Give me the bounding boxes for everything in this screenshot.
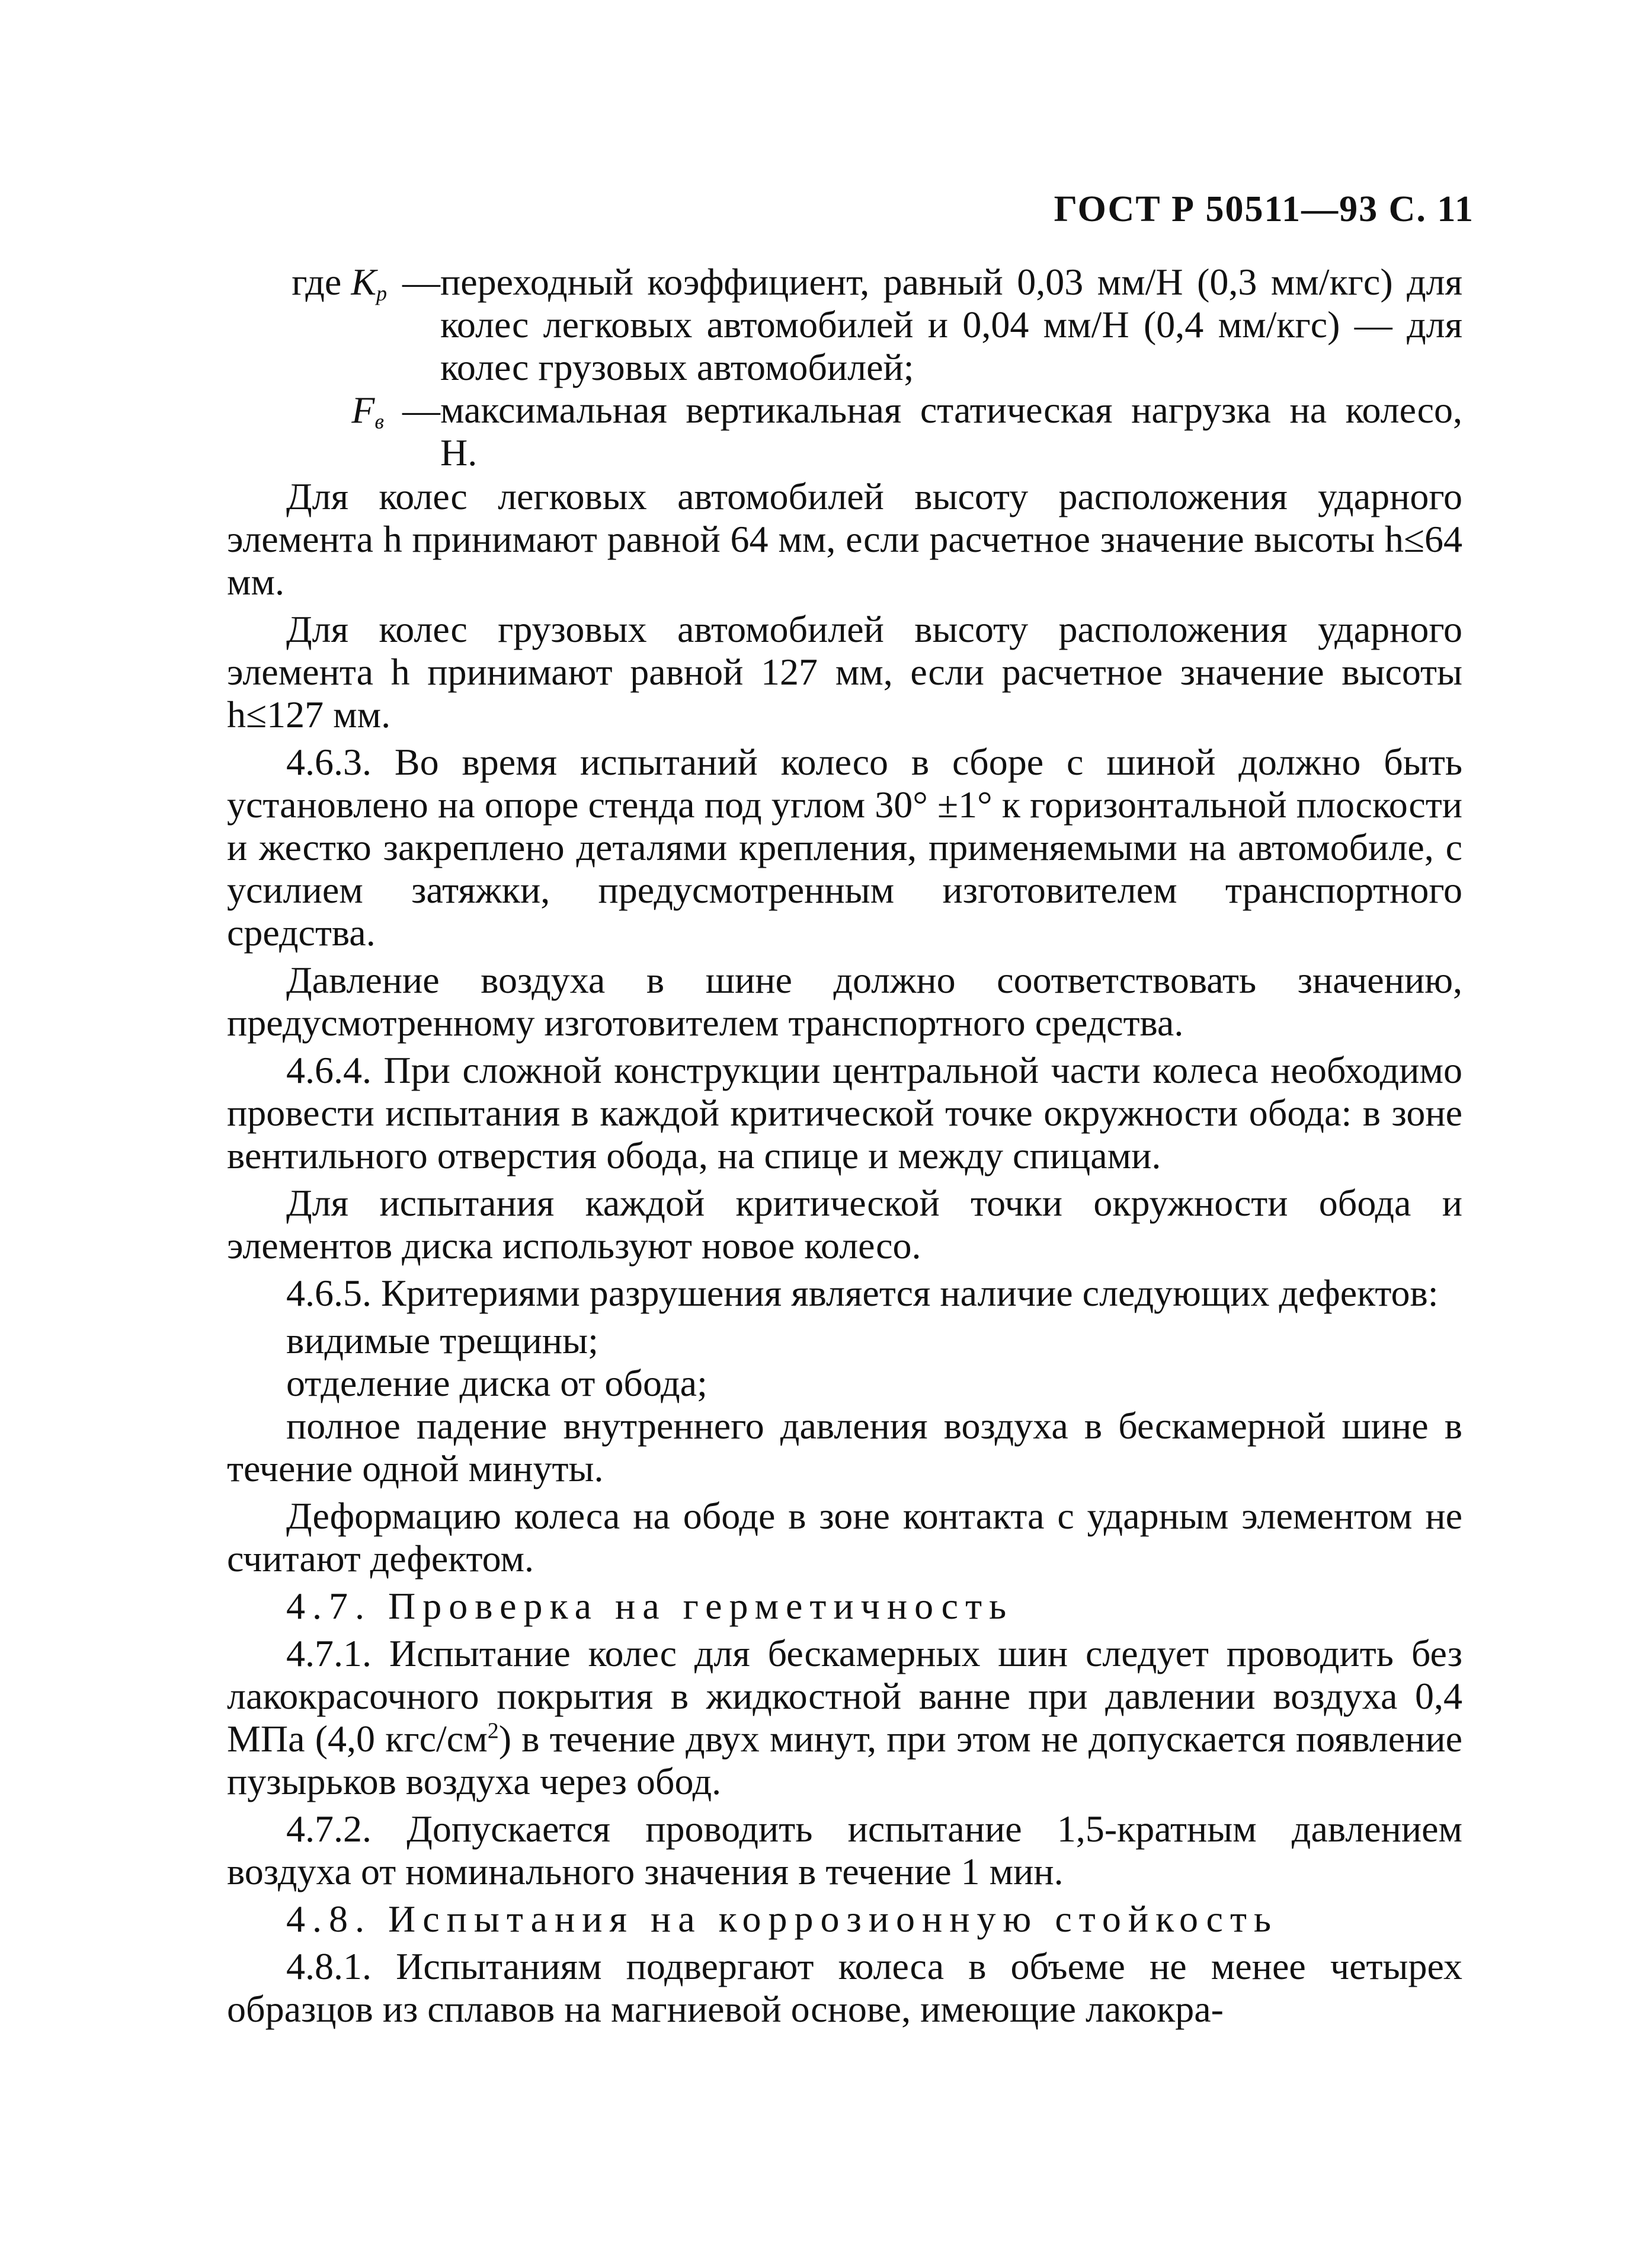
definition-fv: [227, 389, 1462, 474]
paragraph: Для колес грузовых автомобилей высоту расположения ударного элемента h принимают равной 127 мм, если расчетное значение высоты h≤127 мм.: [227, 608, 1462, 736]
definition-prefix: где: [292, 261, 342, 303]
definitions-list: [227, 261, 1462, 474]
subscript-p: р: [376, 282, 387, 305]
paragraph: Для колес легковых автомобилей высоту расположения ударного элемента h принимают равной 64 мм, если расчетное значение высоты h≤64 мм.: [227, 475, 1462, 603]
paragraph-text: ) в течение двух минут, при этом не допускается появление пузырьков воздуха через обод.: [227, 1718, 1463, 1802]
paragraph: Для испытания каждой критической точки окружности обода и элементов диска используют новое колесо.: [227, 1182, 1462, 1267]
list-item: видимые трещины;: [286, 1319, 598, 1361]
paragraph: 4.6.3. Во время испытаний колесо в сборе с шиной должно быть установлено на опоре стенда под углом 30° ±1° к горизонтальной плоскости и жестко закреплено деталями крепления, применяемыми на автомобиле, с усилием затяжки, предусмотренным изготовителем транспортного средства.: [227, 741, 1462, 954]
definition-text: максимальная вертикальная статическая нагрузка на колесо, Н.: [440, 389, 1462, 474]
paragraph: 4.8.1. Испытаниям подвергают колеса в объеме не менее четырех образцов из сплавов на магниевой основе, имеющие лакокра-: [227, 1945, 1462, 2030]
paragraph: [227, 1632, 1462, 1803]
section-heading-4-8: 4.8. Испытания на коррозионную стойкость: [286, 1898, 1279, 1940]
symbol-f: F: [351, 389, 375, 431]
section-heading-4-7: 4.7. Проверка на герметичность: [286, 1585, 1014, 1627]
definition-dash: —: [402, 261, 440, 303]
superscript: 2: [487, 1718, 499, 1744]
definition-kp: [227, 261, 1462, 389]
paragraph: 4.6.5. Критериями разрушения является наличие следующих дефектов:: [286, 1272, 1439, 1314]
paragraph: Давление воздуха в шине должно соответствовать значению, предусмотренному изготовителем транспортного средства.: [227, 959, 1462, 1044]
symbol-k: K: [351, 261, 376, 303]
page-content: [227, 261, 1462, 2035]
page-header: ГОСТ Р 50511—93 С. 11: [1054, 189, 1474, 229]
paragraph: Деформацию колеса на ободе в зоне контакта с ударным элементом не считают дефектом.: [227, 1495, 1462, 1580]
paragraph: 4.7.2. Допускается проводить испытание 1,5-кратным давлением воздуха от номинального значения в течение 1 мин.: [227, 1808, 1462, 1892]
definition-dash: —: [402, 389, 440, 431]
paragraph: 4.6.4. При сложной конструкции центральной части колеса необходимо провести испытания в каждой критической точке окружности обода: в зоне вентильного отверстия обода, на спице и между спицами.: [227, 1049, 1462, 1176]
subscript-v: в: [374, 410, 384, 433]
paragraph-text: 4.7.1. Испытание колес для бескамерных шин следует проводить без лакокрасочного покрытия в жидкостной ванне при давлении воздуха 0,4 МПа (4,0 кгс/см: [227, 1632, 1462, 1760]
list-item: полное падение внутреннего давления воздуха в бескамерной шине в течение одной минуты.: [227, 1405, 1462, 1489]
definition-text: переходный коэффициент, равный 0,03 мм/Н (0,3 мм/кгс) для колес легковых автомобилей и 0,04 мм/Н (0,4 мм/кгс) — для колес грузовых автомобилей;: [440, 261, 1462, 388]
list-item: отделение диска от обода;: [286, 1362, 707, 1404]
